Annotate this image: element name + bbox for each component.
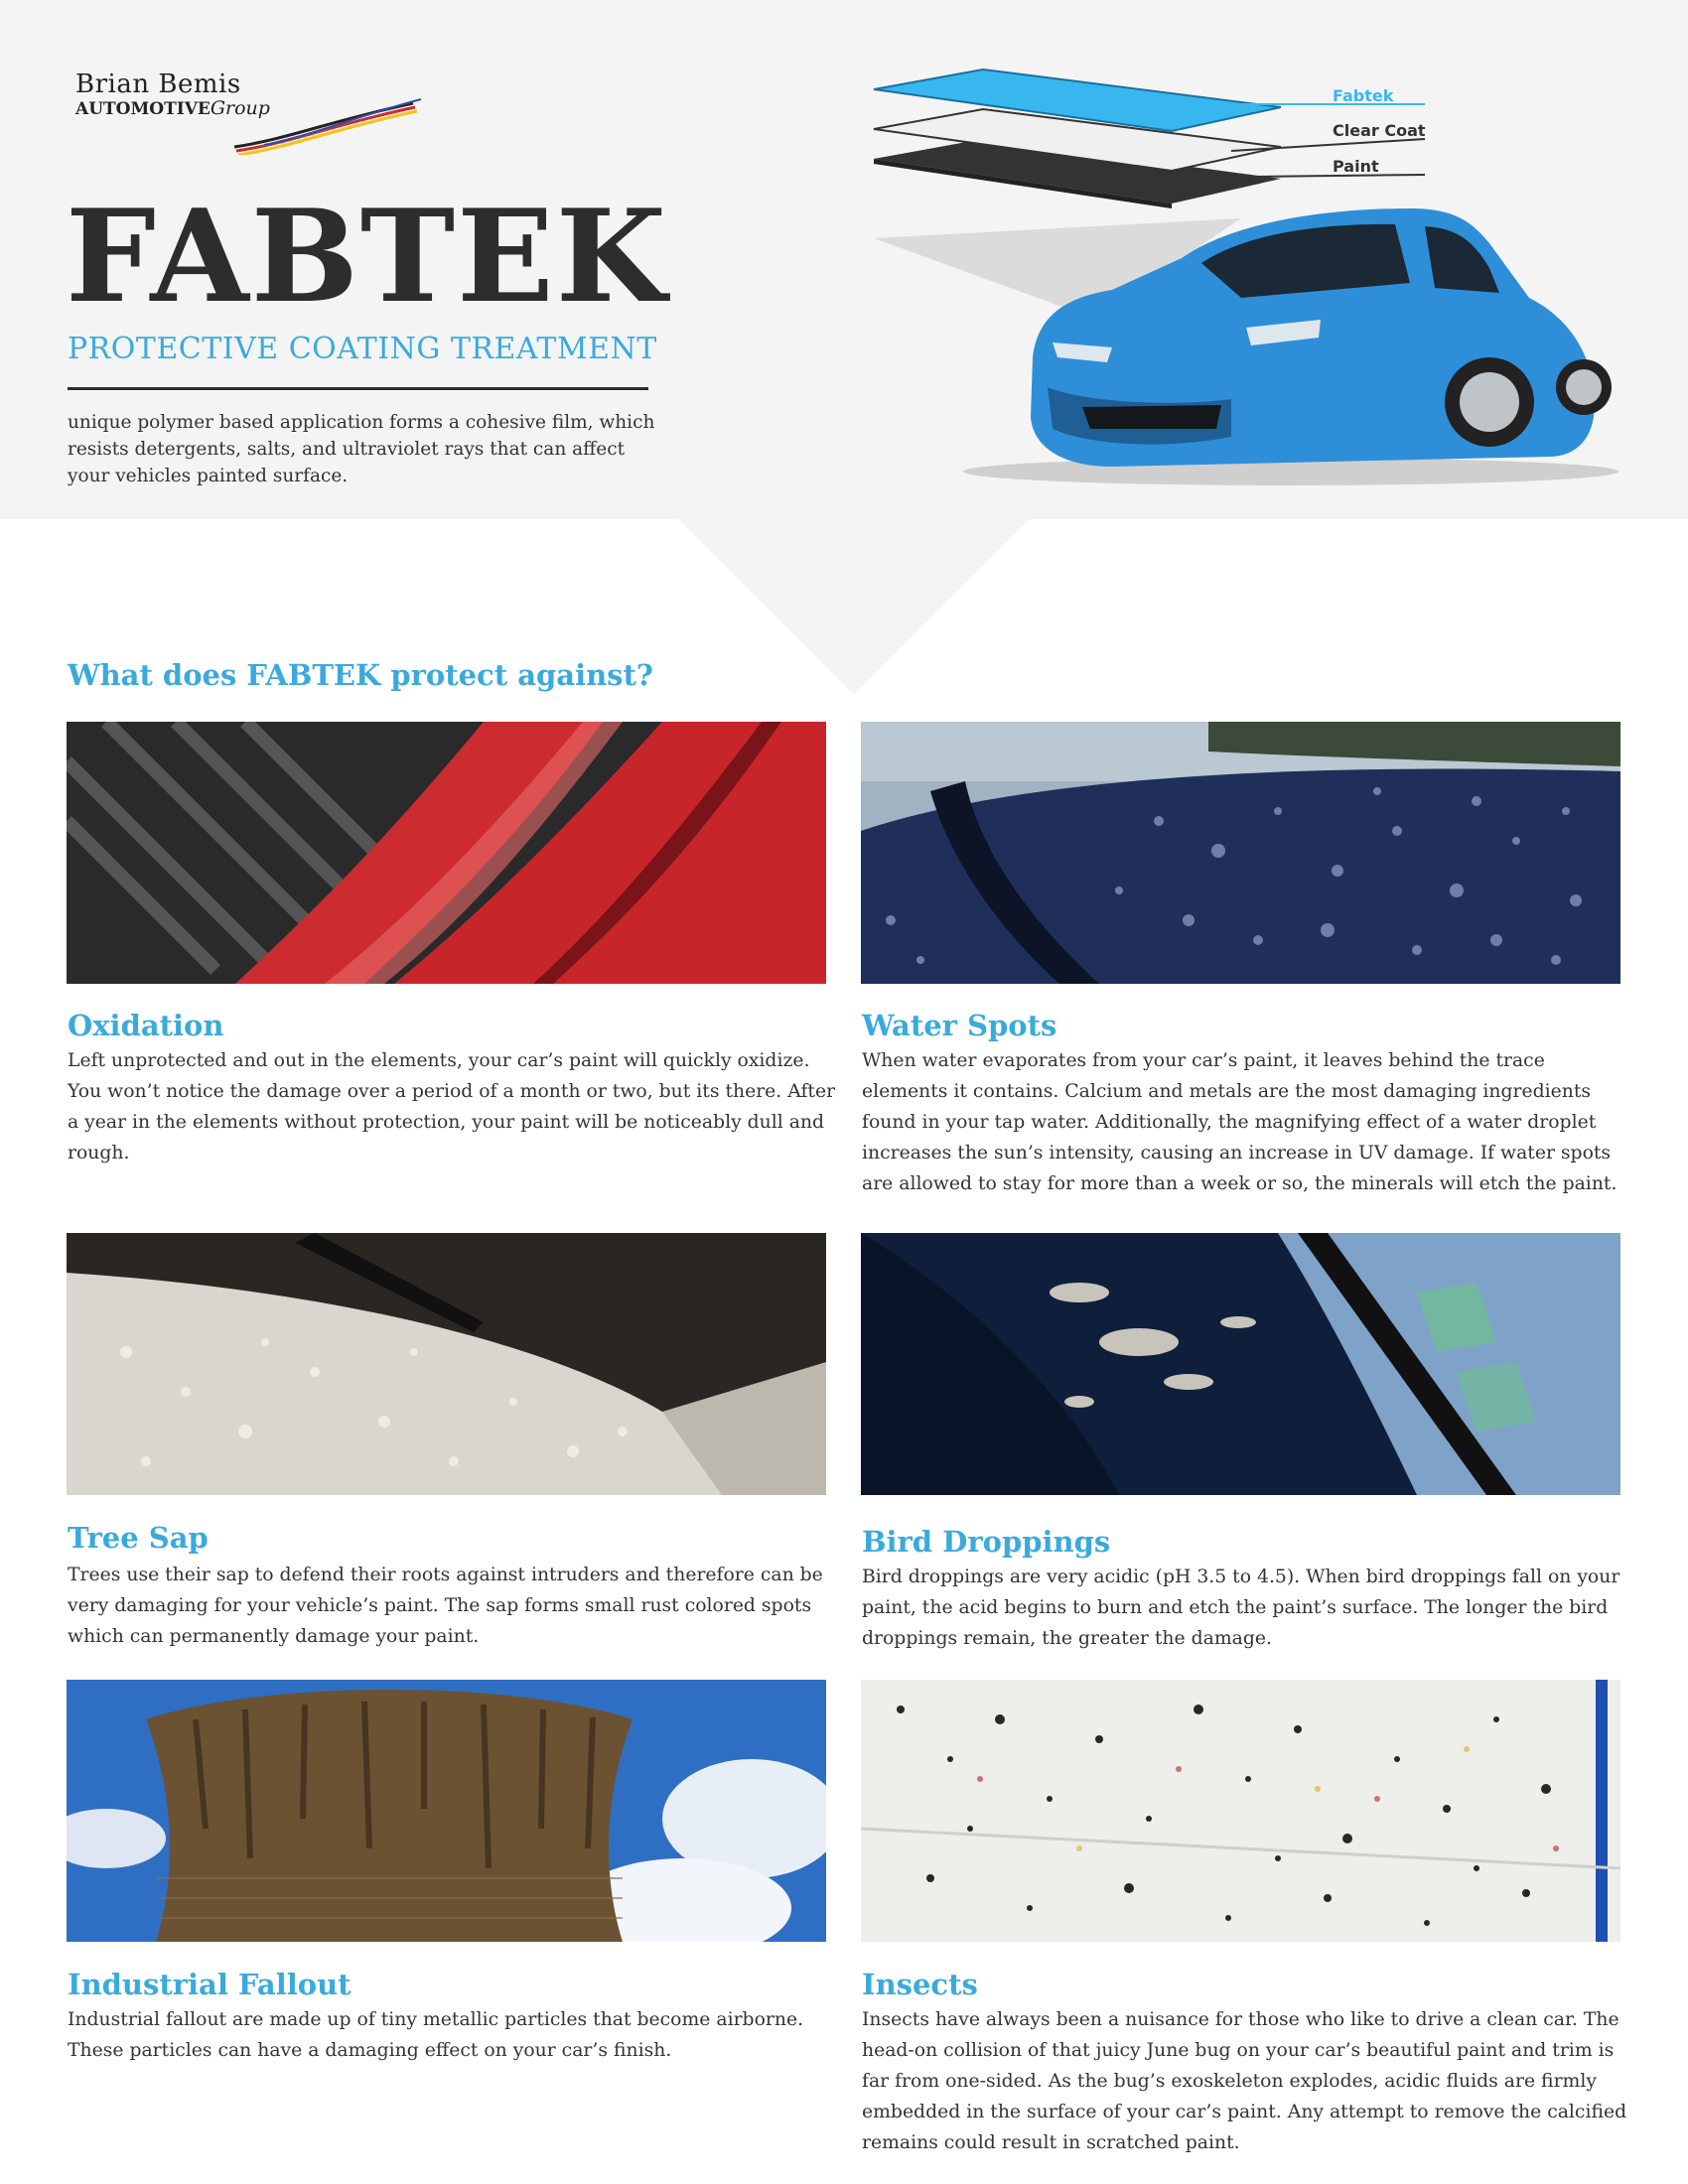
intro-text: unique polymer based application forms a cohesive film, which resists detergents, salts, and ultraviolet rays that can affect your vehicles painted surface.	[68, 412, 655, 486]
section-title-oxidation: Oxidation	[68, 1009, 224, 1042]
title-divider	[68, 387, 648, 390]
layer-label-clear-coat: Clear Coat	[1333, 121, 1426, 140]
section-body-industrial-fallout: Industrial fallout are made up of tiny metallic particles that become airborne. These particles can have a damaging effect on your car’s finish.	[68, 2009, 804, 2061]
layer-label-paint: Paint	[1333, 157, 1379, 176]
section-title-insects: Insects	[862, 1968, 978, 2001]
brand-name: Brian Bemis	[75, 69, 241, 99]
brand-subname: AUTOMOTIVEGroup	[75, 97, 270, 119]
section-title-tree-sap: Tree Sap	[68, 1521, 209, 1555]
page-title: FABTEK	[66, 183, 668, 332]
section-title-bird-droppings: Bird Droppings	[862, 1525, 1111, 1559]
flag-swoosh-icon	[224, 95, 423, 155]
section-title-industrial-fallout: Industrial Fallout	[68, 1968, 352, 2001]
section-body-water-spots: When water evaporates from your car’s paint, it leaves behind the trace elements it contains. Calcium and metals are the most damaging ingredients found in your tap water. Additionally, the magnifying effect of a water droplet increases the sun’s intensity, causing an increase in UV damage. If water spots are allowed to stay for more than a week or so, the minerals will etch the paint.	[862, 1050, 1618, 1194]
section-title-water-spots: Water Spots	[862, 1009, 1057, 1042]
insects-photo-icon	[861, 1680, 1620, 1942]
section-body-insects: Insects have always been a nuisance for those who like to drive a clean car. The head-on collision of that juicy June bug on your car’s beautiful paint and trim is far from one-sided. As the bug’s exoskeleton explodes, acidic fluids are firmly embedded in the surface of your car’s paint. Any attempt to remove the calcified remains could result in scratched paint.	[862, 2009, 1627, 2153]
coating-layer-diagram	[854, 60, 1628, 496]
section-body-oxidation: Left unprotected and out in the elements, your car’s paint will quickly oxidize. You won’t notice the damage over a period of a month or two, but its there. After a year in the elements without protection, your paint will be noticeably dull and rough.	[68, 1050, 836, 1163]
oxidation-photo-icon	[67, 722, 826, 984]
hero-pointer	[675, 516, 1033, 695]
brand-logo	[75, 69, 270, 119]
section-body-tree-sap: Trees use their sap to defend their roots against intruders and therefore can be very damaging for your vehicle’s paint. The sap forms small rust colored spots which can permanently damage your paint.	[68, 1565, 823, 1647]
bird-droppings-photo-icon	[861, 1233, 1620, 1495]
layer-label-fabtek: Fabtek	[1333, 86, 1394, 105]
industrial-fallout-photo-icon	[67, 1680, 826, 1942]
section-body-bird-droppings: Bird droppings are very acidic (pH 3.5 to 4.5). When bird droppings fall on your paint, the acid begins to burn and etch the paint’s surface. The longer the bird droppings remain, the greater the damage.	[862, 1567, 1620, 1649]
page-subtitle: PROTECTIVE COATING TREATMENT	[68, 332, 657, 366]
water-spots-photo-icon	[861, 722, 1620, 984]
section-heading: What does FABTEK protect against?	[68, 658, 653, 692]
tree-sap-photo-icon	[67, 1233, 826, 1495]
